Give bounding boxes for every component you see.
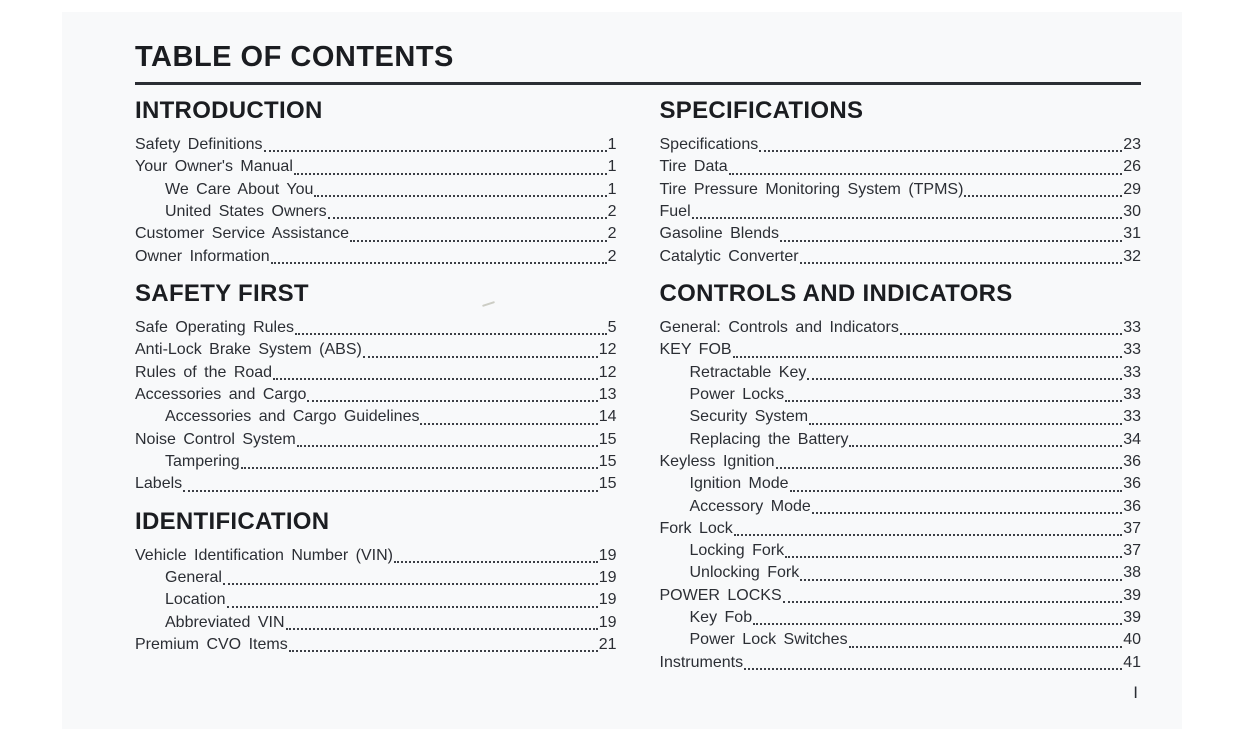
toc-entry bbox=[135, 246, 617, 268]
toc-entry-label: Premium CVO Items bbox=[135, 635, 288, 653]
section-heading: IDENTIFICATION bbox=[135, 507, 330, 535]
dot-leader bbox=[848, 629, 1124, 651]
toc-entry-label: Safety Definitions bbox=[135, 136, 263, 154]
toc-entry-page: 2 bbox=[607, 203, 617, 221]
toc-entry-page: 1 bbox=[607, 136, 617, 154]
toc-column-left bbox=[135, 85, 617, 674]
dot-leader bbox=[799, 246, 1124, 268]
toc-entry bbox=[135, 589, 617, 611]
toc-entry-page: 29 bbox=[1123, 180, 1141, 198]
toc-entry-page: 33 bbox=[1123, 408, 1141, 426]
toc-entry bbox=[135, 429, 617, 451]
toc-entry-label: Power Lock Switches bbox=[689, 631, 848, 649]
toc-entry-label: Rules of the Road bbox=[135, 363, 273, 381]
toc-entry-label: Accessories and Cargo bbox=[135, 386, 307, 404]
dot-leader bbox=[784, 384, 1123, 406]
page-title: TABLE OF CONTENTS bbox=[135, 41, 454, 73]
dot-leader bbox=[758, 134, 1123, 156]
toc-entry bbox=[135, 339, 617, 361]
toc-entry bbox=[135, 451, 617, 473]
toc-entry-page: 36 bbox=[1123, 497, 1141, 515]
toc-entry-page: 31 bbox=[1123, 225, 1141, 243]
toc-section bbox=[135, 98, 617, 268]
dot-leader bbox=[393, 545, 599, 567]
toc-entry-page: 23 bbox=[1123, 136, 1141, 154]
dot-leader bbox=[306, 384, 598, 406]
toc-entry bbox=[660, 585, 1142, 607]
section-heading: SAFETY FIRST bbox=[135, 279, 309, 307]
toc-entry-label: Tire Pressure Monitoring System (TPMS) bbox=[659, 180, 964, 198]
toc-entry bbox=[660, 652, 1142, 674]
toc-columns bbox=[135, 85, 1141, 674]
toc-entry bbox=[660, 429, 1142, 451]
dot-leader bbox=[743, 652, 1123, 674]
toc-entry-label: Keyless Ignition bbox=[659, 452, 775, 470]
toc-entry bbox=[660, 339, 1142, 361]
toc-entry-label: United States Owners bbox=[165, 203, 327, 221]
toc-entry-page: 38 bbox=[1123, 564, 1141, 582]
dot-leader bbox=[963, 179, 1123, 201]
toc-entry-page: 33 bbox=[1123, 386, 1141, 404]
toc-entry-label: Power Locks bbox=[689, 386, 785, 404]
toc-entry-page: 33 bbox=[1123, 363, 1141, 381]
dot-leader bbox=[285, 612, 599, 634]
toc-entry bbox=[660, 201, 1142, 223]
dot-leader bbox=[362, 339, 599, 361]
toc-entry-page: 13 bbox=[598, 386, 617, 404]
dot-leader bbox=[775, 451, 1124, 473]
toc-entry-label: We Care About You bbox=[165, 180, 314, 198]
toc-entry bbox=[135, 134, 617, 156]
toc-entry bbox=[660, 473, 1142, 495]
toc-entry-label: Accessories and Cargo Guidelines bbox=[165, 408, 420, 426]
toc-entry bbox=[660, 317, 1142, 339]
toc-section bbox=[135, 281, 617, 496]
toc-entry-page: 19 bbox=[598, 591, 617, 609]
toc-entry-label: Tampering bbox=[165, 452, 240, 470]
toc-entry-label: Vehicle Identification Number (VIN) bbox=[135, 546, 393, 564]
toc-entry-label: Abbreviated VIN bbox=[165, 613, 285, 631]
dot-leader bbox=[732, 339, 1124, 361]
toc-entry-page: 34 bbox=[1123, 430, 1141, 448]
toc-entry-page: 15 bbox=[598, 452, 617, 470]
dot-leader bbox=[272, 362, 599, 384]
dot-leader bbox=[349, 223, 608, 245]
dot-leader bbox=[782, 585, 1124, 607]
toc-entry bbox=[660, 384, 1142, 406]
toc-entry bbox=[135, 317, 617, 339]
toc-entry-label: Key Fob bbox=[689, 609, 753, 627]
toc-entry-page: 37 bbox=[1123, 519, 1141, 537]
section-heading: INTRODUCTION bbox=[135, 97, 323, 124]
toc-entry-label: Specifications bbox=[659, 136, 759, 154]
toc-entry-page: 5 bbox=[607, 319, 617, 337]
toc-entry-label: Your Owner's Manual bbox=[135, 158, 293, 176]
toc-entry-page: 21 bbox=[598, 635, 617, 653]
toc-entry bbox=[660, 607, 1142, 629]
toc-entry-label: Customer Service Assistance bbox=[135, 225, 350, 243]
toc-section bbox=[135, 509, 617, 657]
toc-entry-page: 19 bbox=[598, 546, 617, 564]
toc-entry-page: 36 bbox=[1123, 452, 1141, 470]
toc-entry bbox=[135, 634, 617, 656]
toc-entry bbox=[660, 156, 1142, 178]
toc-entry-page: 37 bbox=[1123, 542, 1141, 560]
toc-entry bbox=[135, 362, 617, 384]
toc-entry-page: 19 bbox=[598, 569, 617, 587]
dot-leader bbox=[294, 317, 608, 339]
section-heading: SPECIFICATIONS bbox=[659, 97, 864, 124]
toc-entry bbox=[660, 518, 1142, 540]
toc-entry-label: KEY FOB bbox=[659, 341, 732, 359]
dot-leader bbox=[182, 473, 599, 495]
toc-entry-page: 40 bbox=[1123, 631, 1141, 649]
toc-entry bbox=[135, 612, 617, 634]
page-number: I bbox=[1133, 683, 1138, 702]
dot-leader bbox=[806, 362, 1123, 384]
toc-entry-label: POWER LOCKS bbox=[659, 586, 782, 604]
toc-entry-page: 15 bbox=[598, 475, 617, 493]
toc-entry bbox=[135, 567, 617, 589]
toc-section bbox=[660, 281, 1142, 674]
toc-entry-page: 33 bbox=[1123, 341, 1141, 359]
toc-entry-label: Locking Fork bbox=[689, 542, 785, 560]
toc-entry-page: 12 bbox=[598, 341, 617, 359]
toc-entry-page: 1 bbox=[607, 158, 617, 176]
toc-entry-label: Unlocking Fork bbox=[689, 564, 800, 582]
toc-entry-label: Ignition Mode bbox=[689, 475, 789, 493]
toc-entry-page: 39 bbox=[1123, 609, 1141, 627]
toc-entry-label: General bbox=[165, 569, 222, 587]
toc-entry-label: Retractable Key bbox=[689, 363, 807, 381]
toc-entry-label: Accessory Mode bbox=[689, 497, 811, 515]
dot-leader bbox=[327, 201, 608, 223]
toc-entry bbox=[135, 545, 617, 567]
toc-entry-page: 2 bbox=[607, 247, 617, 265]
toc-entry-label: Fork Lock bbox=[659, 519, 733, 537]
toc-entry bbox=[135, 179, 617, 201]
dot-leader bbox=[779, 223, 1123, 245]
dot-leader bbox=[226, 589, 599, 611]
toc-entry-label: Anti-Lock Brake System (ABS) bbox=[135, 341, 362, 359]
toc-entry-label: Location bbox=[165, 591, 226, 609]
toc-entry-page: 30 bbox=[1123, 203, 1141, 221]
toc-entry-page: 15 bbox=[598, 430, 617, 448]
toc-entry-label: Fuel bbox=[659, 203, 691, 221]
toc-entry bbox=[660, 179, 1142, 201]
toc-entry bbox=[135, 473, 617, 495]
toc-entry bbox=[660, 540, 1142, 562]
toc-entry-page: 19 bbox=[598, 613, 617, 631]
toc-entry-page: 26 bbox=[1123, 158, 1141, 176]
toc-entry-page: 1 bbox=[607, 180, 617, 198]
toc-entry-page: 36 bbox=[1123, 475, 1141, 493]
toc-entry-label: Instruments bbox=[659, 653, 744, 671]
toc-entry-page: 33 bbox=[1123, 319, 1141, 337]
toc-entry bbox=[135, 384, 617, 406]
toc-entry bbox=[660, 451, 1142, 473]
dot-leader bbox=[784, 540, 1123, 562]
dot-leader bbox=[293, 156, 608, 178]
toc-entry-page: 14 bbox=[598, 408, 617, 426]
toc-entry bbox=[660, 629, 1142, 651]
toc-entry-page: 32 bbox=[1123, 247, 1141, 265]
toc-section bbox=[660, 98, 1142, 268]
dot-leader bbox=[691, 201, 1124, 223]
toc-entry bbox=[135, 156, 617, 178]
toc-entry bbox=[660, 406, 1142, 428]
dot-leader bbox=[263, 134, 608, 156]
toc-column-right bbox=[660, 85, 1142, 674]
dot-leader bbox=[733, 518, 1123, 540]
dot-leader bbox=[288, 634, 599, 656]
toc-entry bbox=[135, 223, 617, 245]
toc-entry-label: Labels bbox=[135, 475, 183, 493]
dot-leader bbox=[222, 567, 599, 589]
dot-leader bbox=[808, 406, 1123, 428]
toc-entry-label: Owner Information bbox=[135, 247, 270, 265]
dot-leader bbox=[848, 429, 1123, 451]
toc-entry-label: Noise Control System bbox=[135, 430, 296, 448]
toc-entry bbox=[660, 496, 1142, 518]
toc-entry-label: Catalytic Converter bbox=[659, 247, 799, 265]
toc-entry-label: Security System bbox=[689, 408, 809, 426]
dot-leader bbox=[296, 429, 599, 451]
toc-entry-label: Tire Data bbox=[659, 158, 728, 176]
manual-toc-page bbox=[62, 12, 1182, 729]
toc-entry bbox=[660, 362, 1142, 384]
dot-leader bbox=[313, 179, 607, 201]
dot-leader bbox=[789, 473, 1124, 495]
toc-entry-label: Gasoline Blends bbox=[659, 225, 780, 243]
toc-entry bbox=[660, 246, 1142, 268]
toc-entry bbox=[660, 223, 1142, 245]
toc-entry-page: 12 bbox=[598, 363, 617, 381]
dot-leader bbox=[799, 562, 1123, 584]
toc-entry-page: 39 bbox=[1123, 586, 1141, 604]
dot-leader bbox=[752, 607, 1123, 629]
toc-entry-label: Replacing the Battery bbox=[689, 430, 849, 448]
dot-leader bbox=[240, 451, 599, 473]
dot-leader bbox=[811, 496, 1123, 518]
dot-leader bbox=[899, 317, 1123, 339]
toc-entry bbox=[135, 406, 617, 428]
toc-entry bbox=[660, 562, 1142, 584]
section-heading: CONTROLS AND INDICATORS bbox=[659, 279, 1013, 307]
toc-entry bbox=[660, 134, 1142, 156]
toc-entry bbox=[135, 201, 617, 223]
toc-entry-page: 41 bbox=[1123, 653, 1141, 671]
toc-entry-label: General: Controls and Indicators bbox=[659, 319, 899, 337]
dot-leader bbox=[419, 406, 598, 428]
toc-entry-label: Safe Operating Rules bbox=[135, 319, 294, 337]
toc-entry-page: 2 bbox=[607, 225, 617, 243]
dot-leader bbox=[728, 156, 1124, 178]
dot-leader bbox=[270, 246, 608, 268]
